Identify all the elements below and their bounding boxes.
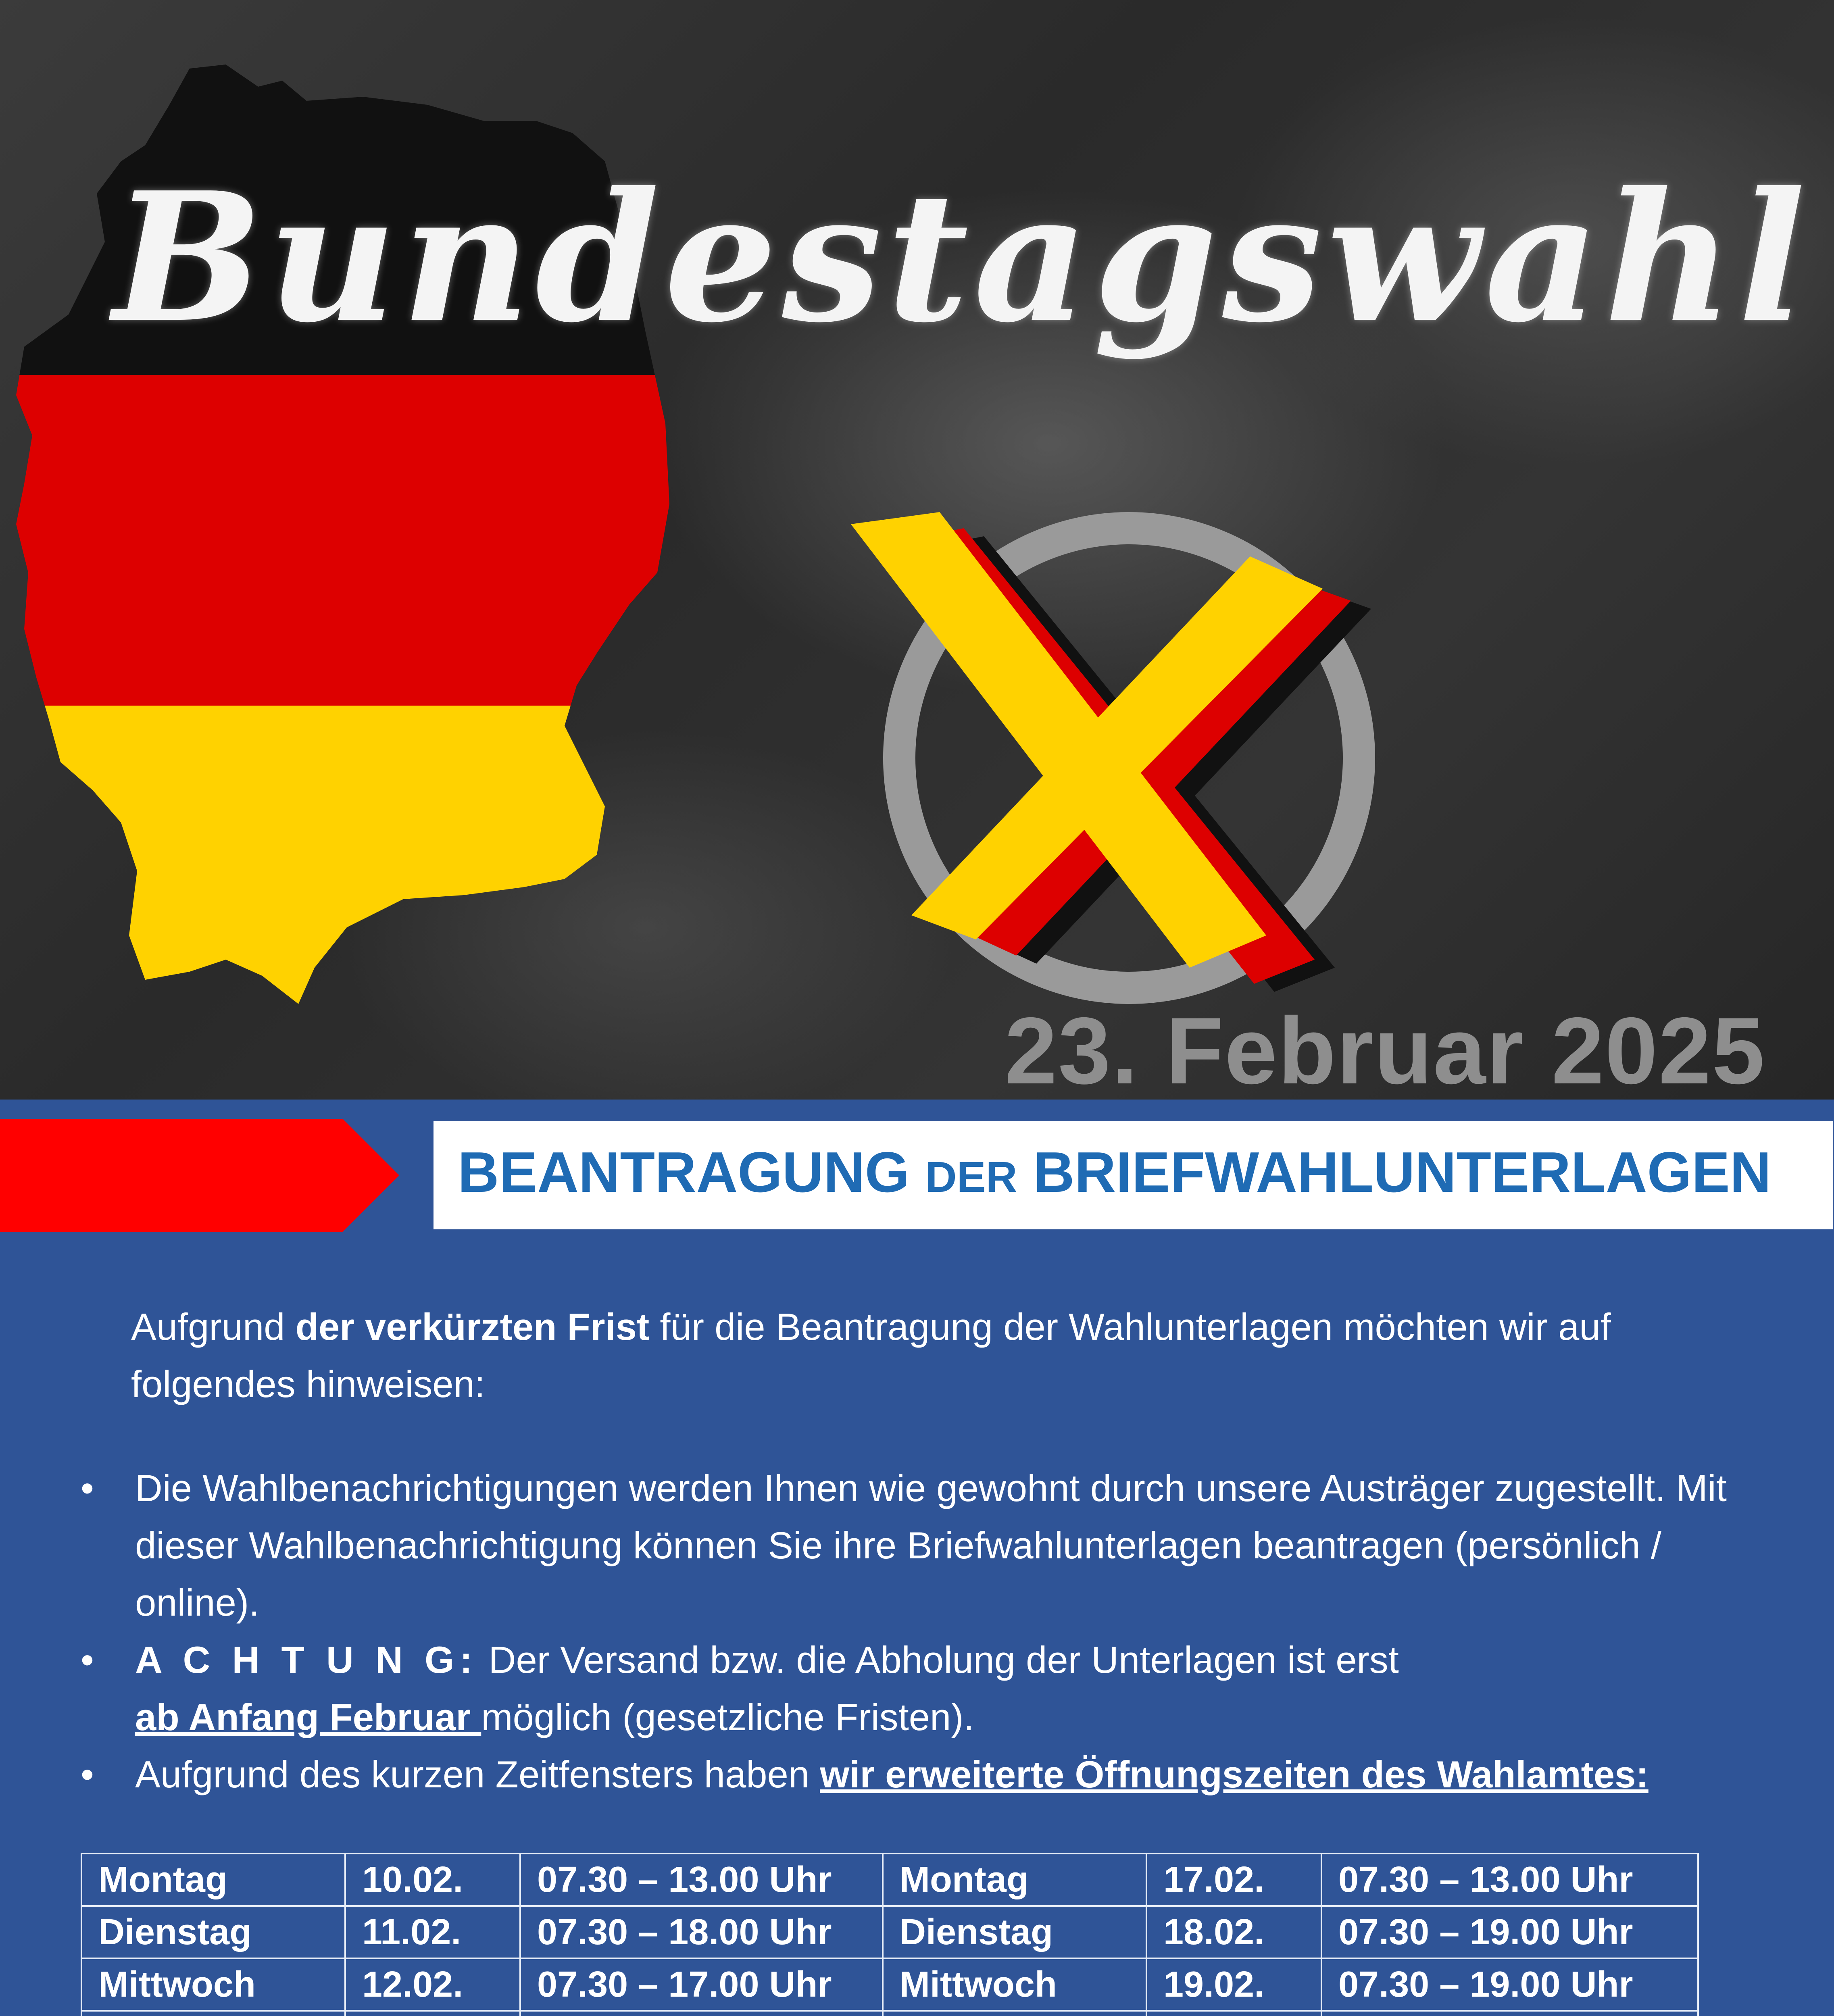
table-cell-date: 12.02. [345, 1958, 520, 2011]
table-cell-date: 11.02. [345, 1906, 520, 1958]
table-cell-date: 10.02. [345, 1854, 520, 1906]
table-cell-date: 17.02. [1146, 1854, 1321, 1906]
table-cell-time: 07.30 – 19.00 Uhr [1321, 1958, 1698, 2011]
table-cell-date [345, 2011, 520, 2016]
table-cell-day: Mittwoch [883, 1958, 1146, 2011]
bullet-3-text: Aufgrund des kurzen Zeitfensters haben [135, 1753, 820, 1795]
table-cell-day: Mittwoch [81, 1958, 345, 2011]
red-arrow-icon [0, 1119, 403, 1232]
table-cell-time: 07.30 – 13.00 Uhr [1321, 1854, 1698, 1906]
attention-label: A C H T U N G: [135, 1639, 478, 1681]
intro-paragraph [131, 1298, 1712, 1413]
headline-bar [0, 1119, 1834, 1232]
bullet-icon: • [81, 1467, 94, 1509]
bullet-2-text: Der Versand bzw. die Abholung der Unterlagen ist erst [478, 1639, 1399, 1681]
ballot-cross-icon [851, 512, 1371, 992]
table-row [81, 2011, 1698, 2016]
bullet-2-underline: ab Anfang Februar [135, 1696, 481, 1738]
table-cell-day: Dienstag [883, 1906, 1146, 1958]
table-cell-day: Montag [81, 1854, 345, 1906]
headline-part-1: BEANTRAGUNG [458, 1140, 925, 1204]
table-cell-date [1146, 2011, 1321, 2016]
headline-part-2: DER [925, 1152, 1017, 1201]
table-cell-date: 18.02. [1146, 1906, 1321, 1958]
table-cell-time [1321, 2011, 1698, 2016]
bullet-1-text: Die Wahlbenachrichtigungen werden Ihnen wie gewohnt durch unsere Austräger zugestellt. Mit dieser Wahlbenachrichtigung können Sie ihre Briefwahlunterlagen beantragen (persönlich / online). [135, 1467, 1727, 1624]
table-cell-time: 07.30 – 17.00 Uhr [520, 1958, 883, 2011]
table-cell-time: 07.30 – 18.00 Uhr [520, 1906, 883, 1958]
election-date: 23. Februar 2025 [1005, 998, 1765, 1100]
list-item [81, 1460, 1774, 1631]
table-row [81, 1958, 1698, 2011]
headline-part-3: BRIEFWAHLUNTERLAGEN [1017, 1140, 1771, 1204]
intro-text-bold: der verkürzten Frist [295, 1306, 650, 1348]
table-row [81, 1854, 1698, 1906]
notice-list [81, 1460, 1774, 1803]
table-cell-day [81, 2011, 345, 2016]
bullet-2-end: möglich (gesetzliche Fristen). [481, 1696, 974, 1738]
table-cell-day: Montag [883, 1854, 1146, 1906]
bullet-icon: • [81, 1639, 94, 1681]
bullet-icon: • [81, 1753, 94, 1795]
headline-title [458, 1139, 1771, 1206]
intro-text-pre: Aufgrund [131, 1306, 296, 1348]
headline-box [433, 1121, 1833, 1229]
table-cell-date: 19.02. [1146, 1958, 1321, 2011]
list-item [81, 1631, 1774, 1746]
opening-hours-table [81, 1853, 1699, 2016]
table-cell-time [520, 2011, 883, 2016]
list-item [81, 1746, 1774, 1803]
table-cell-day [883, 2011, 1146, 2016]
bullet-3-underline: wir erweiterte Öffnungszeiten des Wahlamtes: [820, 1753, 1649, 1795]
table-row [81, 1906, 1698, 1958]
hero-title: Bundestagswahl [113, 153, 1811, 362]
table-cell-time: 07.30 – 19.00 Uhr [1321, 1906, 1698, 1958]
intro-text-post: für die Beantragung der Wahlunterlagen möchten wir auf folgendes hinweisen: [131, 1306, 1611, 1405]
table-cell-day: Dienstag [81, 1906, 345, 1958]
table-cell-time: 07.30 – 13.00 Uhr [520, 1854, 883, 1906]
